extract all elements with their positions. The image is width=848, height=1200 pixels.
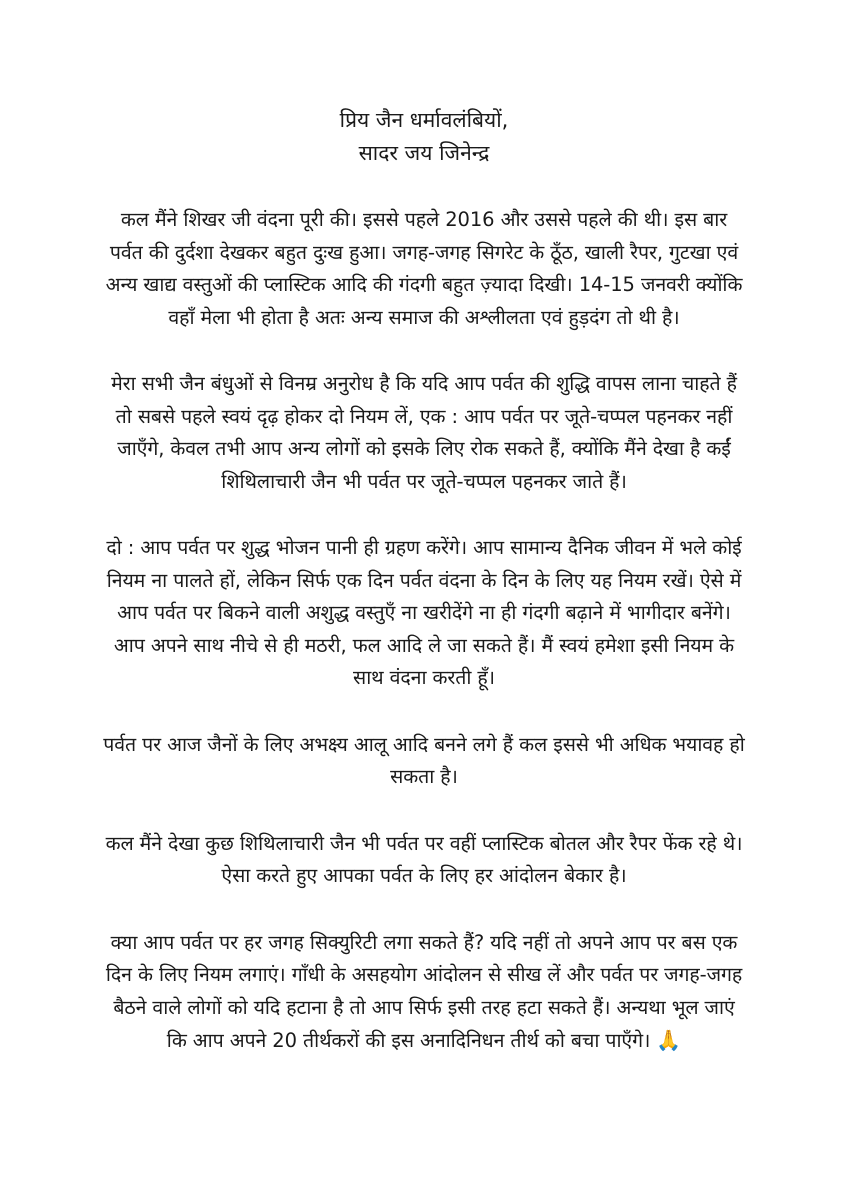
paragraph-line: नियम ना पालते हों, लेकिन सिर्फ एक दिन पर्वत वंदना के दिन के लिए यह नियम रखें। ऐसे में bbox=[106, 568, 742, 592]
paragraph-line: जाएँगे, केवल तभी आप अन्य लोगों को इसके लिए रोक सकते हैं, क्योंकि मैंने देखा है कईं bbox=[117, 437, 731, 460]
paragraph-line: पर्वत पर आज जैनों के लिए अभक्ष्य आलू आदि बनने लगे हैं कल इससे भी अधिक भयावह हो bbox=[103, 732, 745, 756]
paragraph-line: मेरा सभी जैन बंधुओं से विनम्र अनुरोध है कि यदि आप पर्वत की शुद्धि वापस लाना चाहते हैं bbox=[111, 372, 737, 395]
greeting-line: सादर जय जिनेन्द्र bbox=[358, 141, 490, 165]
paragraph-final-line bbox=[32, 1024, 816, 1058]
paragraph-line: क्या आप पर्वत पर हर जगह सिक्युरिटी लगा सकते हैं? यदि नहीं तो अपने आप पर बस एक bbox=[110, 930, 738, 954]
paragraph-line: बैठने वाले लोगों को यदि हटाना है तो आप सिर्फ इसी तरह हटा सकते हैं। अन्यथा भूल जाएं bbox=[113, 995, 735, 1019]
paragraph-line: वहाँ मेला भी होता है अतः अन्य समाज की अश्लीलता एवं हुड़दंग तो थी है। bbox=[168, 305, 680, 329]
paragraph-1 bbox=[32, 204, 816, 334]
paragraph-line: दो : आप पर्वत पर शुद्ध भोजन पानी ही ग्रहण करेंगे। आप सामान्य दैनिक जीवन में भले कोई bbox=[106, 536, 742, 559]
paragraph-line: अन्य खाद्य वस्तुओं की प्लास्टिक आदि की गंदगी बहुत ज़्यादा दिखी। 14-15 जनवरी क्योंकि bbox=[105, 273, 743, 296]
paragraph-line: सकता है। bbox=[390, 765, 458, 788]
paragraph-line: आप अपने साथ नीचे से ही मठरी, फल आदि ले जा सकते हैं। मैं स्वयं हमेशा इसी नियम के bbox=[113, 633, 735, 657]
paragraph-line: तो सबसे पहले स्वयं दृढ़ होकर दो नियम लें, एक : आप पर्वत पर जूते-चप्पल पहनकर नहीं bbox=[115, 404, 733, 428]
paragraph-line: कल मैंने शिखर जी वंदना पूरी की। इससे पहले 2016 और उससे पहले की थी। इस बार bbox=[120, 208, 728, 231]
paragraph-line: साथ वंदना करती हूँ। bbox=[353, 666, 495, 689]
paragraph-line: पर्वत की दुर्दशा देखकर बहुत दुःख हुआ। जगह-जगह सिगरेट के ठूँठ, खाली रैपर, गुटखा एवं bbox=[109, 240, 739, 264]
letter-header bbox=[32, 104, 816, 170]
paragraph-6 bbox=[32, 927, 816, 1058]
paragraph-line: शिथिलाचारी जैन भी पर्वत पर जूते-चप्पल पहनकर जाते हैं। bbox=[221, 469, 627, 493]
paragraph-line: दिन के लिए नियम लगाएं। गाँधी के असहयोग आंदोलन से सीख लें और पर्वत पर जगह-जगह bbox=[105, 963, 743, 986]
paragraph-4 bbox=[32, 729, 816, 794]
salutation: प्रिय जैन धर्मावलंबियों, bbox=[339, 108, 509, 132]
paragraph-line: ऐसा करते हुए आपका पर्वत के लिए हर आंदोलन बेकार है। bbox=[221, 864, 627, 887]
paragraph-5 bbox=[32, 828, 816, 893]
paragraph-line: आप पर्वत पर बिकने वाली अशुद्ध वस्तुएँ ना खरीदेंगे ना ही गंदगी बढ़ाने में भागीदार बनेंगे। bbox=[117, 601, 731, 624]
paragraph-line-text: कि आप अपने 20 तीर्थकरों की इस अनादिनिधन तीर्थ को बचा पाएँगे। bbox=[166, 1029, 651, 1052]
folded-hands-icon: 🙏 bbox=[656, 1028, 682, 1052]
paragraph-3 bbox=[32, 532, 816, 695]
paragraph-line: कल मैंने देखा कुछ शिथिलाचारी जैन भी पर्वत पर वहीं प्लास्टिक बोतल और रैपर फेंक रहे थे। bbox=[105, 831, 743, 855]
paragraph-2 bbox=[32, 368, 816, 498]
